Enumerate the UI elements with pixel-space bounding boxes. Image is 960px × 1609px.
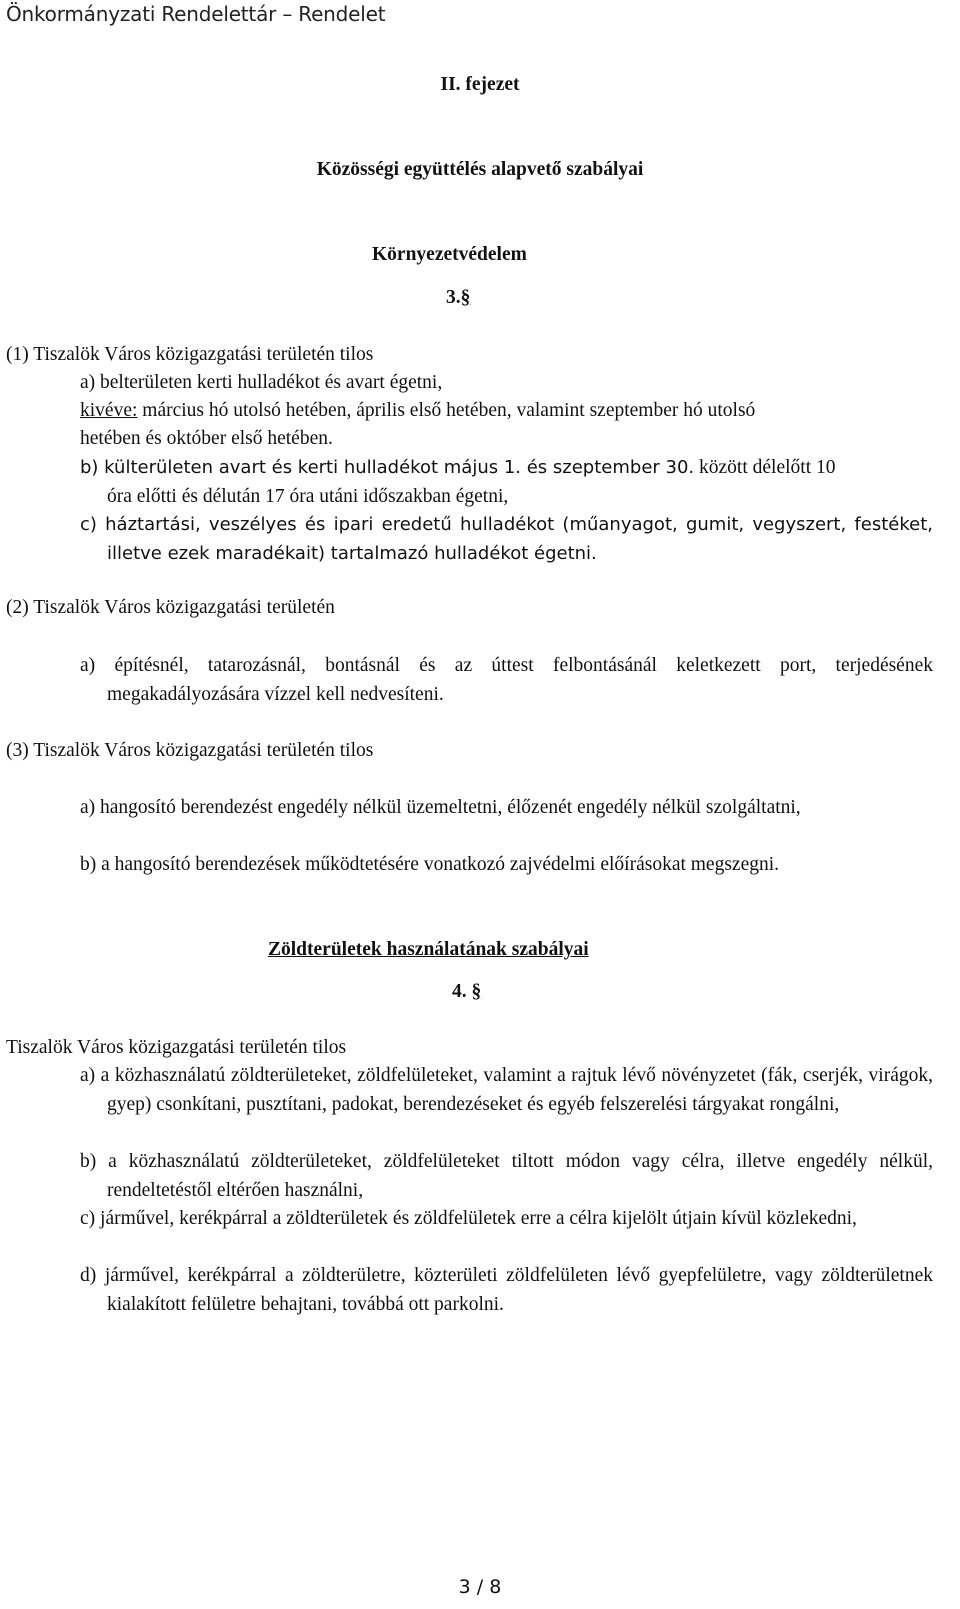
item-3a-text: a) hangosító berendezést engedély nélkül üzemeltetni, élőzenét engedély nélkül szolgáltatni, [80,797,801,818]
item-4b [80,1147,933,1205]
section-title-green-areas: Zöldterületek használatának szabályai [268,939,589,960]
paragraph-3: (3) Tiszalök Város közigazgatási területén tilos [6,740,374,761]
paragraph-1: (1) Tiszalök Város közigazgatási területén tilos [6,344,374,365]
section-number-3 [446,283,470,312]
item-3b [80,850,933,879]
section-number: 4. [452,981,467,1002]
chapter-title: Közösségi együttélés alapvető szabályai [316,159,644,180]
paragraph-2: (2) Tiszalök Város közigazgatási területén [6,597,335,618]
section-sign-link[interactable]: § [471,981,482,1002]
section-number-4 [452,977,481,1006]
item-1b-sans: b) külterületen avart és kerti hulladékot május 1. és szeptember 30. [80,457,695,478]
item-4b-text: b) a közhasználatú zöldterületeket, zöldfelületeket tiltott módon vagy célra, illetve engedély nélkül, rendeltetéstől eltérően használni, [80,1151,933,1201]
item-4d [80,1261,933,1319]
item-2a [80,651,933,709]
item-4c [80,1204,933,1233]
item-1b [80,453,836,482]
section-number: 3. [446,287,461,308]
item-1a-exception-cont: hetében és október első hetében. [80,428,333,449]
item-1c-text: c) háztartási, veszélyes és ipari eredetű hulladékot (műanyagot, gumit, vegyszert, festéket, illetve ezek maradékait) tartalmazó hulladékot égetni. [80,514,933,564]
item-1a-exception [80,396,755,425]
page-number: 3 / 8 [458,1576,502,1598]
item-4a [80,1061,933,1119]
item-1b-cont: óra előtti és délután 17 óra utáni időszakban égetni, [107,486,509,507]
item-2a-text: a) építésnél, tatarozásnál, bontásnál és az úttest felbontásánál keletkezett port, terjedésének megakadályozására vízzel kell nedvesíteni. [80,655,933,705]
item-1a: a) belterületen kerti hulladékot és avart égetni, [80,372,443,393]
exception-text: március hó utolsó hetében, április első hetében, valamint szeptember hó utolsó [137,400,756,421]
section-sign-link[interactable]: § [460,287,471,308]
item-3b-text: b) a hangosító berendezések működtetésére vonatkozó zajvédelmi előírásokat megszegni. [80,854,780,875]
item-3a [80,793,933,822]
section-4-intro: Tiszalök Város közigazgatási területén tilos [6,1037,347,1058]
exception-label: kivéve: [80,400,138,421]
item-1b-serif: között délelőtt 10 [694,457,836,478]
item-4c-text: c) járművel, kerékpárral a zöldterületek és zöldfelületek erre a célra kijelölt útjain kívül közlekedni, [80,1208,857,1229]
chapter-heading: II. fejezet [440,74,520,95]
document-header: Önkormányzati Rendelettár – Rendelet [6,2,386,26]
item-4d-text: d) járművel, kerékpárral a zöldterületre, közterületi zöldfelületen lévő gyepfelületre, vagy zöldterületnek kialakított felületre behajtani, továbbá ott parkolni. [80,1265,933,1315]
section-title-environment: Környezetvédelem [372,244,527,265]
item-4a-text: a) a közhasználatú zöldterületeket, zöldfelületeket, valamint a rajtuk lévő növényzetet (fák, cserjék, virágok, gyep) csonkítani, pusztítani, padokat, berendezéseket és egyéb felszerelési tárgyakat rongálni, [80,1065,933,1115]
item-1c [80,510,933,568]
